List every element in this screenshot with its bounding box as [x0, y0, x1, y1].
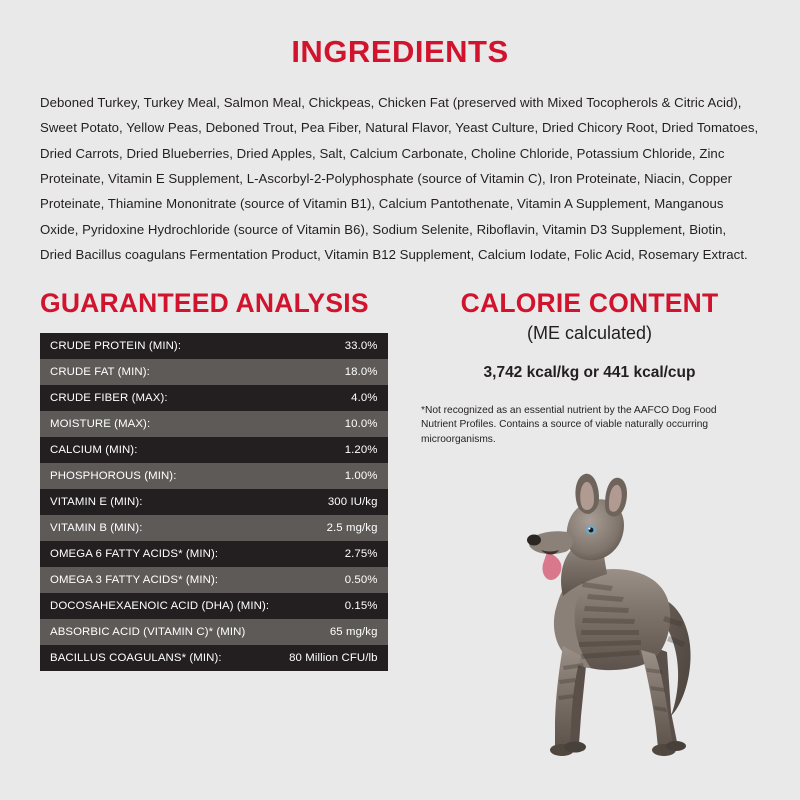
- nutrient-label: CRUDE FIBER (MAX):: [40, 385, 279, 411]
- dog-photo: [455, 470, 775, 770]
- table-row: [40, 463, 388, 489]
- table-row: [40, 437, 388, 463]
- nutrient-value: 80 Million CFU/lb: [279, 645, 387, 671]
- nutrient-label: CALCIUM (MIN):: [40, 437, 279, 463]
- nutrient-label: CRUDE PROTEIN (MIN):: [40, 333, 279, 359]
- ingredients-body: Deboned Turkey, Turkey Meal, Salmon Meal, Chickpeas, Chicken Fat (preserved with Mixed Tocopherols & Citric Acid), Sweet Potato, Yellow Peas, Deboned Trout, Pea Fiber, Natural Flavor, Yeast Culture, Dried Chicory Root, Dried Tomatoes, Dried Carrots, Dried Blueberries, Dried Apples, Salt, Calcium Carbonate, Choline Chloride, Potassium Chloride, Zinc Proteinate, Vitamin E Supplement, L-Ascorbyl-2-Polyphosphate (source of Vitamin C), Iron Proteinate, Niacin, Copper Proteinate, Thiamine Mononitrate (source of Vitamin B1), Calcium Pantothenate, Vitamin A Supplement, Manganous Oxide, Pyridoxine Hydrochloride (source of Vitamin B6), Sodium Selenite, Riboflavin, Vitamin D3 Supplement, Biotin, Dried Bacillus coagulans Fermentation Product, Vitamin B12 Supplement, Calcium Iodate, Folic Acid, Rosemary Extract.: [40, 95, 759, 263]
- table-row: [40, 359, 388, 385]
- table-row: [40, 593, 388, 619]
- footnote-text: *Not recognized as an essential nutrient by the AAFCO Dog Food Nutrient Profiles. Contains a source of viable naturally occurring microorganisms.: [421, 404, 717, 446]
- nutrient-label: ABSORBIC ACID (VITAMIN C)* (MIN): [40, 619, 279, 645]
- table-row: [40, 489, 388, 515]
- calorie-content-value: 3,742 kcal/kg or 441 kcal/cup: [483, 363, 696, 381]
- ingredients-title: INGREDIENTS: [291, 34, 509, 69]
- nutrient-value: 18.0%: [279, 359, 387, 385]
- nutrient-value: 4.0%: [279, 385, 387, 411]
- nutrient-value: 10.0%: [279, 411, 387, 437]
- nutrient-label: OMEGA 6 FATTY ACIDS* (MIN):: [40, 541, 279, 567]
- nutrient-value: 300 IU/kg: [279, 489, 387, 515]
- nutrient-value: 2.5 mg/kg: [279, 515, 387, 541]
- calorie-content-title: CALORIE CONTENT: [460, 288, 719, 319]
- guaranteed-analysis-section: [40, 289, 385, 670]
- nutrient-label: DOCOSAHEXAENOIC ACID (DHA) (MIN):: [40, 593, 279, 619]
- nutrient-value: 1.00%: [279, 463, 387, 489]
- table-row: [40, 541, 388, 567]
- nutrient-label: MOISTURE (MAX):: [40, 411, 279, 437]
- nutrient-label: OMEGA 3 FATTY ACIDS* (MIN):: [40, 567, 279, 593]
- calorie-content-subtitle: (ME calculated): [526, 322, 653, 343]
- nutrient-label: BACILLUS COAGULANS* (MIN):: [40, 645, 279, 671]
- nutrient-label: PHOSPHOROUS (MIN):: [40, 463, 279, 489]
- table-row: [40, 515, 388, 541]
- nutrient-value: 65 mg/kg: [279, 619, 387, 645]
- table-row: [40, 645, 388, 671]
- nutrient-value: 0.15%: [279, 593, 387, 619]
- guaranteed-analysis-table: [40, 333, 388, 671]
- table-row: [40, 619, 388, 645]
- nutrient-label: VITAMIN B (MIN):: [40, 515, 279, 541]
- guaranteed-analysis-title: GUARANTEED ANALYSIS: [40, 288, 369, 319]
- nutrient-label: VITAMIN E (MIN):: [40, 489, 279, 515]
- table-row: [40, 411, 388, 437]
- nutrient-value: 0.50%: [279, 567, 387, 593]
- nutrient-value: 1.20%: [279, 437, 387, 463]
- nutrient-value: 2.75%: [279, 541, 387, 567]
- nutrient-value: 33.0%: [279, 333, 387, 359]
- nutrient-label: CRUDE FAT (MIN):: [40, 359, 279, 385]
- table-row: [40, 333, 388, 359]
- table-row: [40, 385, 388, 411]
- table-row: [40, 567, 388, 593]
